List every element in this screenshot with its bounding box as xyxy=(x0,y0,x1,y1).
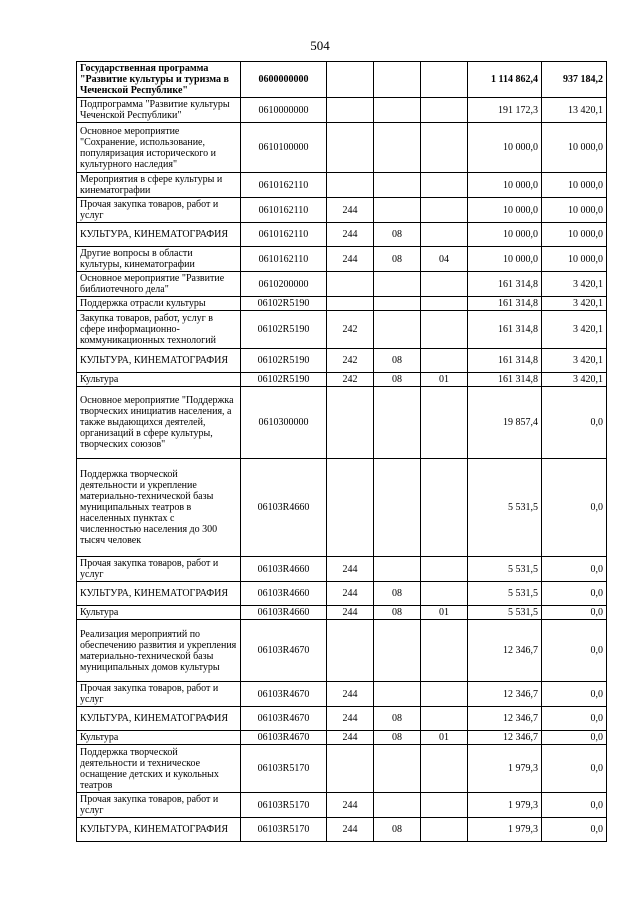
row-expense-type xyxy=(327,98,374,123)
row-code: 06103R4660 xyxy=(241,606,327,620)
row-section xyxy=(374,62,421,98)
row-amount-1: 5 531,5 xyxy=(468,582,542,606)
row-expense-type xyxy=(327,173,374,198)
row-expense-type: 244 xyxy=(327,731,374,745)
row-section: 08 xyxy=(374,818,421,842)
row-amount-1: 10 000,0 xyxy=(468,198,542,223)
row-code: 06103R5170 xyxy=(241,745,327,793)
row-subsection xyxy=(421,707,468,731)
row-section: 08 xyxy=(374,582,421,606)
row-amount-1: 5 531,5 xyxy=(468,557,542,582)
row-amount-1: 12 346,7 xyxy=(468,682,542,707)
row-amount-1: 191 172,3 xyxy=(468,98,542,123)
table-row xyxy=(77,373,607,387)
row-amount-2: 0,0 xyxy=(542,793,607,818)
row-name: Основное мероприятие "Сохранение, использование, популяризация исторического и культурного наследия" xyxy=(77,123,241,173)
row-section xyxy=(374,272,421,297)
row-amount-2: 3 420,1 xyxy=(542,349,607,373)
row-subsection xyxy=(421,198,468,223)
row-expense-type: 244 xyxy=(327,247,374,272)
row-section xyxy=(374,198,421,223)
row-amount-1: 161 314,8 xyxy=(468,373,542,387)
row-section xyxy=(374,123,421,173)
row-amount-1: 1 114 862,4 xyxy=(468,62,542,98)
row-section xyxy=(374,557,421,582)
row-amount-1: 1 979,3 xyxy=(468,818,542,842)
row-amount-2: 0,0 xyxy=(542,620,607,682)
row-code: 06103R4670 xyxy=(241,707,327,731)
row-name: КУЛЬТУРА, КИНЕМАТОГРАФИЯ xyxy=(77,582,241,606)
row-expense-type xyxy=(327,297,374,311)
row-name: Мероприятия в сфере культуры и кинематографии xyxy=(77,173,241,198)
row-section xyxy=(374,98,421,123)
row-subsection xyxy=(421,349,468,373)
table-row xyxy=(77,297,607,311)
row-name: Основное мероприятие "Поддержка творческих инициатив населения, а также выдающихся деятелей, организаций в сфере культуры, творческих союзов" xyxy=(77,387,241,459)
row-expense-type: 244 xyxy=(327,606,374,620)
row-subsection xyxy=(421,272,468,297)
table-row xyxy=(77,247,607,272)
row-amount-1: 12 346,7 xyxy=(468,620,542,682)
row-name: Подпрограмма "Развитие культуры Чеченской Республики" xyxy=(77,98,241,123)
row-section xyxy=(374,173,421,198)
row-section xyxy=(374,297,421,311)
row-amount-1: 10 000,0 xyxy=(468,173,542,198)
row-section xyxy=(374,745,421,793)
row-subsection: 01 xyxy=(421,373,468,387)
row-name: КУЛЬТУРА, КИНЕМАТОГРАФИЯ xyxy=(77,349,241,373)
row-name: Основное мероприятие "Развитие библиотечного дела" xyxy=(77,272,241,297)
row-amount-2: 0,0 xyxy=(542,818,607,842)
row-amount-1: 10 000,0 xyxy=(468,123,542,173)
row-expense-type xyxy=(327,459,374,557)
row-amount-2: 3 420,1 xyxy=(542,311,607,349)
row-amount-1: 1 979,3 xyxy=(468,793,542,818)
row-amount-2: 0,0 xyxy=(542,557,607,582)
row-amount-1: 12 346,7 xyxy=(468,731,542,745)
row-subsection xyxy=(421,745,468,793)
row-expense-type xyxy=(327,387,374,459)
row-subsection: 04 xyxy=(421,247,468,272)
row-subsection xyxy=(421,818,468,842)
row-section: 08 xyxy=(374,349,421,373)
row-name: Закупка товаров, работ, услуг в сфере информационно-коммуникационных технологий xyxy=(77,311,241,349)
row-code: 0610162110 xyxy=(241,173,327,198)
row-section xyxy=(374,387,421,459)
row-amount-1: 10 000,0 xyxy=(468,247,542,272)
row-name: Реализация мероприятий по обеспечению развития и укрепления материально-технической базы муниципальных домов культуры xyxy=(77,620,241,682)
row-subsection xyxy=(421,223,468,247)
row-name: Прочая закупка товаров, работ и услуг xyxy=(77,793,241,818)
row-section: 08 xyxy=(374,223,421,247)
table-row xyxy=(77,272,607,297)
row-amount-2: 937 184,2 xyxy=(542,62,607,98)
table-row xyxy=(77,311,607,349)
budget-table xyxy=(76,61,607,842)
row-amount-1: 19 857,4 xyxy=(468,387,542,459)
row-expense-type xyxy=(327,62,374,98)
row-subsection xyxy=(421,62,468,98)
row-section xyxy=(374,311,421,349)
row-code: 0610000000 xyxy=(241,98,327,123)
table-row xyxy=(77,707,607,731)
row-amount-1: 161 314,8 xyxy=(468,311,542,349)
row-code: 06103R5170 xyxy=(241,818,327,842)
row-amount-1: 5 531,5 xyxy=(468,606,542,620)
row-name: Культура xyxy=(77,731,241,745)
table-row xyxy=(77,349,607,373)
table-row xyxy=(77,682,607,707)
row-section xyxy=(374,682,421,707)
table-row xyxy=(77,745,607,793)
row-expense-type: 244 xyxy=(327,818,374,842)
row-name: КУЛЬТУРА, КИНЕМАТОГРАФИЯ xyxy=(77,707,241,731)
row-expense-type xyxy=(327,620,374,682)
row-subsection xyxy=(421,459,468,557)
table-row xyxy=(77,620,607,682)
table-row xyxy=(77,387,607,459)
row-expense-type: 244 xyxy=(327,223,374,247)
row-amount-2: 0,0 xyxy=(542,459,607,557)
row-subsection: 01 xyxy=(421,606,468,620)
row-code: 06103R4660 xyxy=(241,459,327,557)
table-row xyxy=(77,731,607,745)
row-section xyxy=(374,793,421,818)
row-amount-2: 10 000,0 xyxy=(542,198,607,223)
row-amount-1: 161 314,8 xyxy=(468,349,542,373)
row-code: 0610162110 xyxy=(241,247,327,272)
row-code: 06103R5170 xyxy=(241,793,327,818)
row-name: Поддержка творческой деятельности и укрепление материально-технической базы муниципальных театров в населенных пунктах с численностью населения до 300 тысяч человек xyxy=(77,459,241,557)
row-expense-type xyxy=(327,272,374,297)
row-expense-type: 244 xyxy=(327,582,374,606)
row-name: КУЛЬТУРА, КИНЕМАТОГРАФИЯ xyxy=(77,818,241,842)
row-code: 06103R4670 xyxy=(241,682,327,707)
table-row xyxy=(77,123,607,173)
row-expense-type: 244 xyxy=(327,707,374,731)
row-subsection xyxy=(421,123,468,173)
row-amount-2: 10 000,0 xyxy=(542,123,607,173)
row-subsection xyxy=(421,387,468,459)
row-code: 06103R4660 xyxy=(241,582,327,606)
row-amount-2: 3 420,1 xyxy=(542,297,607,311)
row-code: 0610300000 xyxy=(241,387,327,459)
row-amount-1: 12 346,7 xyxy=(468,707,542,731)
row-code: 06102R5190 xyxy=(241,311,327,349)
row-code: 06103R4670 xyxy=(241,620,327,682)
row-amount-2: 0,0 xyxy=(542,387,607,459)
row-subsection xyxy=(421,793,468,818)
row-code: 0610162110 xyxy=(241,198,327,223)
row-code: 0610162110 xyxy=(241,223,327,247)
row-section xyxy=(374,620,421,682)
row-section: 08 xyxy=(374,731,421,745)
row-code: 06103R4670 xyxy=(241,731,327,745)
table-row xyxy=(77,198,607,223)
row-amount-2: 0,0 xyxy=(542,745,607,793)
row-section: 08 xyxy=(374,707,421,731)
row-amount-2: 13 420,1 xyxy=(542,98,607,123)
row-amount-2: 0,0 xyxy=(542,682,607,707)
table-row xyxy=(77,173,607,198)
row-amount-2: 10 000,0 xyxy=(542,247,607,272)
table-row xyxy=(77,557,607,582)
row-expense-type: 244 xyxy=(327,682,374,707)
row-expense-type: 242 xyxy=(327,349,374,373)
row-name: Прочая закупка товаров, работ и услуг xyxy=(77,198,241,223)
row-subsection xyxy=(421,311,468,349)
row-code: 06102R5190 xyxy=(241,297,327,311)
row-name: Государственная программа "Развитие культуры и туризма в Чеченской Республике" xyxy=(77,62,241,98)
row-amount-2: 3 420,1 xyxy=(542,272,607,297)
row-name: Культура xyxy=(77,606,241,620)
row-expense-type xyxy=(327,745,374,793)
row-section: 08 xyxy=(374,606,421,620)
row-name: Поддержка творческой деятельности и техническое оснащение детских и кукольных театров xyxy=(77,745,241,793)
row-amount-1: 10 000,0 xyxy=(468,223,542,247)
row-code: 06102R5190 xyxy=(241,349,327,373)
row-amount-1: 5 531,5 xyxy=(468,459,542,557)
table-row xyxy=(77,606,607,620)
row-subsection xyxy=(421,98,468,123)
row-code: 06102R5190 xyxy=(241,373,327,387)
row-subsection xyxy=(421,297,468,311)
row-amount-1: 161 314,8 xyxy=(468,297,542,311)
row-amount-2: 0,0 xyxy=(542,731,607,745)
row-amount-1: 161 314,8 xyxy=(468,272,542,297)
row-amount-1: 1 979,3 xyxy=(468,745,542,793)
table-row xyxy=(77,582,607,606)
row-code: 0610200000 xyxy=(241,272,327,297)
row-amount-2: 0,0 xyxy=(542,582,607,606)
row-subsection xyxy=(421,682,468,707)
table-row xyxy=(77,62,607,98)
row-expense-type: 242 xyxy=(327,311,374,349)
row-subsection xyxy=(421,620,468,682)
row-code: 0600000000 xyxy=(241,62,327,98)
table-row xyxy=(77,793,607,818)
row-expense-type: 242 xyxy=(327,373,374,387)
row-subsection: 01 xyxy=(421,731,468,745)
row-subsection xyxy=(421,582,468,606)
table-row xyxy=(77,223,607,247)
page-number: 504 xyxy=(310,38,330,53)
row-subsection xyxy=(421,173,468,198)
row-expense-type: 244 xyxy=(327,198,374,223)
row-name: Прочая закупка товаров, работ и услуг xyxy=(77,557,241,582)
row-code: 0610100000 xyxy=(241,123,327,173)
table-row xyxy=(77,818,607,842)
row-name: Поддержка отрасли культуры xyxy=(77,297,241,311)
row-amount-2: 10 000,0 xyxy=(542,223,607,247)
row-expense-type: 244 xyxy=(327,557,374,582)
row-subsection xyxy=(421,557,468,582)
table-row xyxy=(77,459,607,557)
row-expense-type xyxy=(327,123,374,173)
row-amount-2: 10 000,0 xyxy=(542,173,607,198)
row-name: Другие вопросы в области культуры, кинематографии xyxy=(77,247,241,272)
row-section xyxy=(374,459,421,557)
row-section: 08 xyxy=(374,247,421,272)
row-name: Культура xyxy=(77,373,241,387)
row-name: Прочая закупка товаров, работ и услуг xyxy=(77,682,241,707)
row-amount-2: 3 420,1 xyxy=(542,373,607,387)
table-row xyxy=(77,98,607,123)
row-code: 06103R4660 xyxy=(241,557,327,582)
row-name: КУЛЬТУРА, КИНЕМАТОГРАФИЯ xyxy=(77,223,241,247)
row-section: 08 xyxy=(374,373,421,387)
row-amount-2: 0,0 xyxy=(542,606,607,620)
row-expense-type: 244 xyxy=(327,793,374,818)
row-amount-2: 0,0 xyxy=(542,707,607,731)
